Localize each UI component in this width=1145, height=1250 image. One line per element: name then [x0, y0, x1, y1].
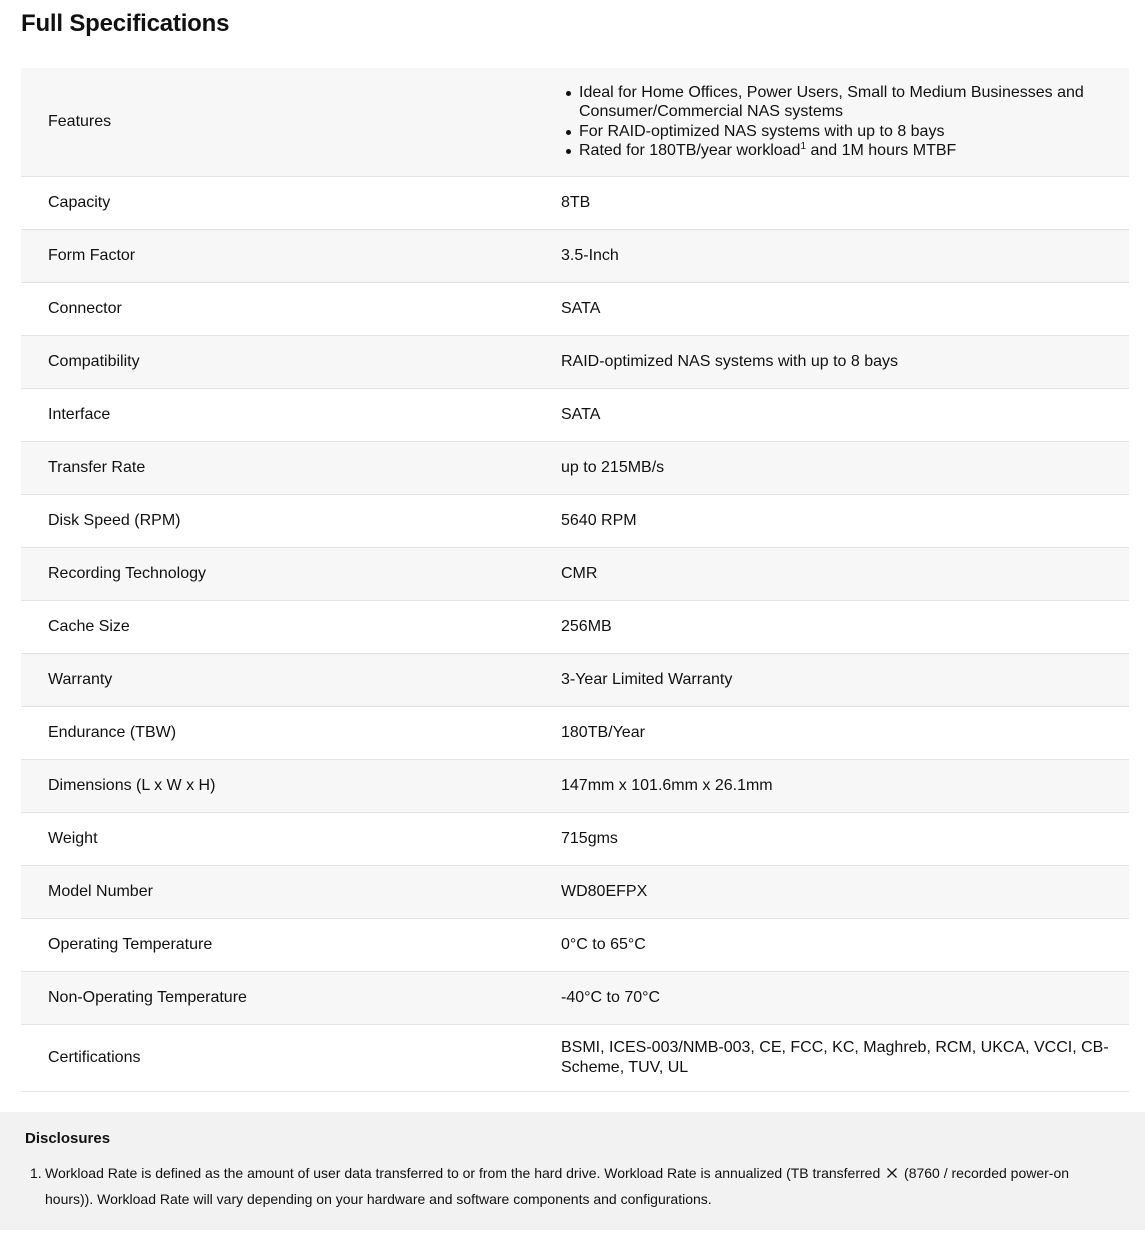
feature-item: For RAID-optimized NAS systems with up to 8 bays [579, 122, 1111, 142]
spec-label: Certifications [21, 1024, 561, 1091]
spec-value: up to 215MB/s [561, 441, 1129, 494]
spec-value: SATA [561, 388, 1129, 441]
spec-row [21, 335, 1129, 388]
feature-item: Ideal for Home Offices, Power Users, Small to Medium Businesses and Consumer/Commercial NAS systems [579, 83, 1111, 122]
spec-label: Weight [21, 812, 561, 865]
spec-value: BSMI, ICES-003/NMB-003, CE, FCC, KC, Maghreb, RCM, UKCA, VCCI, CB-Scheme, TUV, UL [561, 1024, 1129, 1091]
spec-row [21, 282, 1129, 335]
spec-row [21, 918, 1129, 971]
feature-item [579, 141, 1111, 161]
spec-label: Model Number [21, 865, 561, 918]
spec-row [21, 441, 1129, 494]
spec-label: Form Factor [21, 229, 561, 282]
spec-value: 180TB/Year [561, 706, 1129, 759]
spec-value: WD80EFPX [561, 865, 1129, 918]
spec-row [21, 653, 1129, 706]
spec-row [21, 971, 1129, 1024]
workload-text: Rated for 180TB/year workload [579, 142, 801, 160]
disclosure-text [30, 1160, 1120, 1212]
disclosure-text-before: Workload Rate is defined as the amount of user data transferred to or from the hard drive. Workload Rate is annualized (TB transferred [45, 1165, 881, 1181]
disclosures-title: Disclosures [25, 1130, 111, 1147]
spec-row [21, 229, 1129, 282]
spec-row [21, 494, 1129, 547]
disclosures-section [0, 1112, 1145, 1230]
spec-label: Transfer Rate [21, 441, 561, 494]
disclosure-item [30, 1160, 1120, 1212]
spec-value: RAID-optimized NAS systems with up to 8 bays [561, 335, 1129, 388]
spec-label: Capacity [21, 176, 561, 229]
footnote-link[interactable]: 1 [800, 141, 807, 153]
spec-label: Dimensions (L x W x H) [21, 759, 561, 812]
spec-label: Features [21, 68, 561, 176]
spec-label: Endurance (TBW) [21, 706, 561, 759]
spec-row [21, 865, 1129, 918]
spec-label: Interface [21, 388, 561, 441]
disclosure-text-after: (8760 / recorded power-on hours)). Workload Rate will vary depending on your hardware and software components and configurations. [45, 1165, 1070, 1207]
spec-row-features [21, 68, 1129, 176]
spec-row [21, 600, 1129, 653]
spec-label: Connector [21, 282, 561, 335]
feature-list [561, 83, 1111, 161]
spec-row [21, 759, 1129, 812]
spec-row [21, 1024, 1129, 1091]
page-title: Full Specifications [21, 10, 230, 37]
spec-label: Compatibility [21, 335, 561, 388]
spec-label: Recording Technology [21, 547, 561, 600]
spec-value: 8TB [561, 176, 1129, 229]
spec-value: 3-Year Limited Warranty [561, 653, 1129, 706]
spec-value: 256MB [561, 600, 1129, 653]
spec-value: 5640 RPM [561, 494, 1129, 547]
disclosure-number: 1. [30, 1165, 42, 1181]
spec-value: SATA [561, 282, 1129, 335]
spec-value: 715gms [561, 812, 1129, 865]
spec-row [21, 388, 1129, 441]
spec-row [21, 547, 1129, 600]
spec-value: CMR [561, 547, 1129, 600]
mtbf-text: and 1M hours MTBF [806, 142, 957, 160]
spec-table [21, 68, 1129, 1092]
spec-label: Warranty [21, 653, 561, 706]
spec-label: Cache Size [21, 600, 561, 653]
spec-label: Disk Speed (RPM) [21, 494, 561, 547]
spec-row [21, 812, 1129, 865]
spec-value: -40°C to 70°C [561, 971, 1129, 1024]
spec-label: Non-Operating Temperature [21, 971, 561, 1024]
spec-row [21, 176, 1129, 229]
spec-value: 147mm x 101.6mm x 26.1mm [561, 759, 1129, 812]
spec-row [21, 706, 1129, 759]
spec-value: 0°C to 65°C [561, 918, 1129, 971]
spec-value [561, 68, 1129, 176]
multiply-icon [886, 1167, 898, 1179]
spec-value: 3.5-Inch [561, 229, 1129, 282]
spec-label: Operating Temperature [21, 918, 561, 971]
